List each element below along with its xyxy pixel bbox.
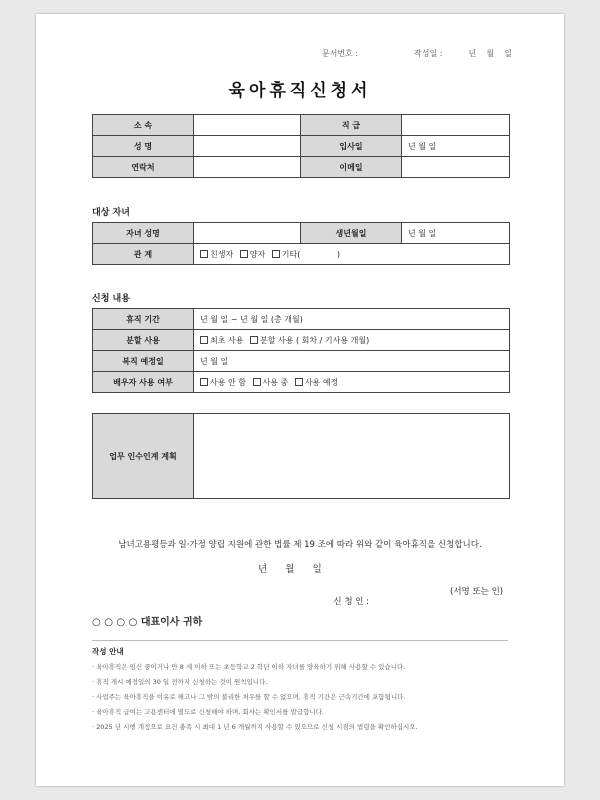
split-first-checkbox[interactable]: 최초 사용 xyxy=(200,336,243,345)
declaration-text: 남녀고용평등과 일·가정 양립 지원에 관한 법률 제 19 조에 따라 위와 같이 육아휴직을 신청합니다. xyxy=(118,540,482,550)
affiliation-label: 소 속 xyxy=(93,115,194,136)
contact-field[interactable] xyxy=(194,157,301,178)
birth-date-label: 생년월일 xyxy=(301,223,402,244)
child-info-table xyxy=(92,222,510,265)
signature-label[interactable]: (서명 또는 인) xyxy=(450,587,504,597)
hire-date-field[interactable]: 년 월 일 xyxy=(402,136,510,157)
note-item: · 사업주는 육아휴직을 이유로 해고나 그 밖의 불리한 처우를 할 수 없으며, 휴직 기간은 근속기간에 포함됩니다. xyxy=(92,693,406,701)
affiliation-field[interactable] xyxy=(194,115,301,136)
spouse-label: 배우자 사용 여부 xyxy=(93,372,194,393)
document-meta xyxy=(322,48,512,59)
email-field[interactable] xyxy=(402,157,510,178)
application-section-heading: 신청 내용 xyxy=(92,294,130,304)
relation-other-close: ) xyxy=(336,249,340,259)
doc-number-label: 문서번호 : xyxy=(321,49,359,58)
relation-options xyxy=(194,244,510,265)
split-label: 분할 사용 xyxy=(93,330,194,351)
child-name-label: 자녀 성명 xyxy=(93,223,194,244)
position-field[interactable] xyxy=(402,115,510,136)
spouse-using-checkbox[interactable]: 사용 중 xyxy=(253,378,289,387)
note-item: · 육아휴직 급여는 고용센터에 별도로 신청해야 하며, 회사는 확인서를 발급합니다. xyxy=(92,708,325,716)
split-split-checkbox[interactable]: 분할 사용 ( 회차 / 기사용 개월) xyxy=(250,336,369,345)
contact-label: 연락처 xyxy=(93,157,194,178)
notes-title: 작성 안내 xyxy=(92,647,124,656)
relation-bio-checkbox[interactable]: 친생자 xyxy=(200,250,233,259)
handover-table xyxy=(92,413,510,499)
relation-adopt-checkbox[interactable]: 양자 xyxy=(240,250,265,259)
relation-other-checkbox[interactable]: 기타( xyxy=(272,250,301,259)
birth-date-field[interactable]: 년 월 일 xyxy=(402,223,510,244)
child-name-field[interactable] xyxy=(194,223,301,244)
applicant-label: 신 청 인 : xyxy=(333,597,370,607)
spouse-options xyxy=(194,372,510,393)
document-title: 육아휴직신청서 xyxy=(228,81,372,101)
split-options xyxy=(194,330,510,351)
period-field[interactable]: 년 월 일 ~ 년 월 일 (총 개월) xyxy=(194,309,510,330)
handover-label: 업무 인수인계 계획 xyxy=(93,414,194,499)
personal-info-table xyxy=(92,114,510,178)
period-label: 휴직 기간 xyxy=(93,309,194,330)
spouse-planned-checkbox[interactable]: 사용 예정 xyxy=(295,378,338,387)
application-table xyxy=(92,308,510,393)
child-section-heading: 대상 자녀 xyxy=(92,208,130,218)
recipient-line: ○ ○ ○ ○ 대표이사 귀하 xyxy=(92,617,203,628)
sign-date[interactable]: 년 월 일 xyxy=(258,564,322,575)
note-item: · 휴직 개시 예정일의 30 일 전까지 신청하는 것이 원칙입니다. xyxy=(92,678,268,686)
handover-field[interactable] xyxy=(194,414,510,499)
applicant-line xyxy=(328,585,504,617)
notes-list xyxy=(92,660,512,735)
written-date-label: 작성일 : xyxy=(414,49,443,58)
hire-date-label: 입사일 xyxy=(301,136,402,157)
return-date-label: 복직 예정일 xyxy=(93,351,194,372)
divider xyxy=(92,640,508,641)
email-label: 이메일 xyxy=(301,157,402,178)
name-label: 성 명 xyxy=(93,136,194,157)
note-item: · 육아휴직은 임신 중이거나 만 8 세 이하 또는 초등학교 2 학년 이하 자녀를 양육하기 위해 사용할 수 있습니다. xyxy=(92,663,406,671)
name-field[interactable] xyxy=(194,136,301,157)
relation-label: 관 계 xyxy=(93,244,194,265)
note-item: · 2025 년 시행 개정으로 요건 충족 시 최대 1 년 6 개월까지 사용할 수 있으므로 신청 시점의 법령을 확인하십시오. xyxy=(92,723,418,731)
spouse-none-checkbox[interactable]: 사용 안 함 xyxy=(200,378,246,387)
written-date-value: 년 월 일 xyxy=(468,49,512,58)
return-date-field[interactable]: 년 월 일 xyxy=(194,351,510,372)
position-label: 직 급 xyxy=(301,115,402,136)
